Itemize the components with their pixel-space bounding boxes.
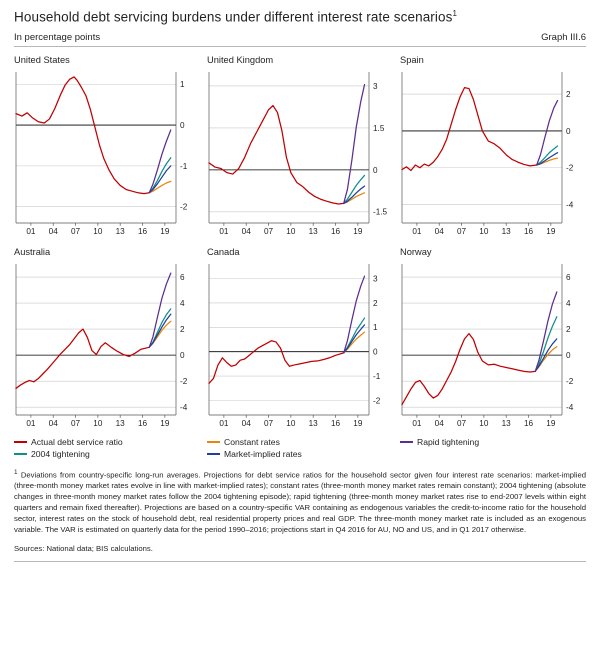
legend-item-2004 <box>14 449 200 459</box>
legend-label: Rapid tightening <box>417 436 480 447</box>
svg-text:0: 0 <box>566 350 571 360</box>
svg-text:07: 07 <box>456 226 467 236</box>
footnote-marker: 1 <box>14 468 18 476</box>
svg-text:04: 04 <box>241 226 251 236</box>
svg-text:04: 04 <box>434 226 444 236</box>
svg-text:6: 6 <box>566 272 571 282</box>
page-title-text: Household debt servicing burdens under different interest rate scenarios <box>14 9 453 25</box>
svg-text:13: 13 <box>308 226 318 236</box>
svg-text:07: 07 <box>263 418 274 428</box>
svg-text:04: 04 <box>241 418 251 428</box>
legend-label: Market-implied rates <box>224 448 302 459</box>
svg-text:10: 10 <box>479 418 489 428</box>
legend-item-rapid <box>400 437 586 447</box>
svg-text:01: 01 <box>26 418 36 428</box>
svg-text:4: 4 <box>566 298 571 308</box>
svg-text:4: 4 <box>180 298 185 308</box>
svg-text:1: 1 <box>373 322 378 332</box>
svg-text:2: 2 <box>373 298 378 308</box>
panel-title: Spain <box>400 54 424 65</box>
svg-text:-2: -2 <box>373 395 381 405</box>
svg-text:-4: -4 <box>566 199 574 209</box>
svg-text:2: 2 <box>180 324 185 334</box>
svg-text:16: 16 <box>330 418 341 428</box>
legend-swatch-icon <box>207 441 220 443</box>
svg-text:13: 13 <box>115 418 125 428</box>
legend-item-constant <box>207 437 393 447</box>
svg-text:6: 6 <box>180 272 185 282</box>
svg-text:3: 3 <box>373 274 378 284</box>
svg-text:19: 19 <box>353 418 363 428</box>
svg-text:16: 16 <box>523 226 534 236</box>
svg-text:-1.5: -1.5 <box>373 207 388 217</box>
svg-text:0: 0 <box>180 120 185 130</box>
legend-spacer <box>400 449 586 459</box>
panel-au <box>14 243 200 433</box>
svg-text:1.5: 1.5 <box>373 123 385 133</box>
legend-item-market <box>207 449 393 459</box>
graph-number: Graph III.6 <box>541 31 586 43</box>
footnote-text: Deviations from country-specific long-run averages. Projections for debt service ratios for the household sector given four interest rate scenarios: market-implied (three-month money market rates evolve in line with market-implied rates); constant rates (three-month money market rates remain constant); 2004 tightening (absolute changes in three-month money market rates follow the 2004 tightening episode); rapid tightening (three-month money market rates rise to end-2007 levels within eight quarters and remain fixed thereafter). Projections are based on a country-specific VAR containing as endogenous variables the credit-to-income ratio for the household sector, interest rates on the stock of household debt, real residential property prices and real GDP. The three-month money market rate is included as an exogenous variable. The VAR is estimated on quarterly data for the period 1990–2016; projections start in Q4 2016 for AU, NO and US, and in Q1 2017 otherwise. <box>14 470 586 534</box>
plot-area <box>400 258 586 433</box>
footnotes <box>14 468 586 536</box>
svg-text:01: 01 <box>412 226 422 236</box>
panel-us <box>14 51 200 241</box>
svg-text:16: 16 <box>137 418 148 428</box>
legend-label: Constant rates <box>224 436 280 447</box>
panel-ca <box>207 243 393 433</box>
svg-text:13: 13 <box>115 226 125 236</box>
svg-text:01: 01 <box>219 418 229 428</box>
panel-grid <box>14 51 586 433</box>
svg-text:-1: -1 <box>373 371 381 381</box>
panel-uk <box>207 51 393 241</box>
svg-text:07: 07 <box>70 226 81 236</box>
svg-text:0: 0 <box>373 347 378 357</box>
svg-text:04: 04 <box>48 418 58 428</box>
svg-text:-4: -4 <box>566 402 574 412</box>
svg-text:04: 04 <box>48 226 58 236</box>
svg-text:16: 16 <box>137 226 148 236</box>
svg-text:01: 01 <box>412 418 422 428</box>
legend-item-actual <box>14 437 200 447</box>
svg-text:19: 19 <box>160 418 170 428</box>
svg-text:19: 19 <box>546 418 556 428</box>
panel-title: Norway <box>400 246 432 257</box>
svg-text:01: 01 <box>219 226 229 236</box>
svg-text:1: 1 <box>180 79 185 89</box>
svg-text:0: 0 <box>566 126 571 136</box>
panel-es <box>400 51 586 241</box>
svg-text:10: 10 <box>286 226 296 236</box>
svg-text:-2: -2 <box>180 202 188 212</box>
svg-text:-2: -2 <box>566 376 574 386</box>
legend-swatch-icon <box>207 453 220 455</box>
svg-text:10: 10 <box>479 226 489 236</box>
svg-text:13: 13 <box>501 418 511 428</box>
plot-area <box>14 66 200 241</box>
panel-title: United Kingdom <box>207 54 274 65</box>
svg-text:13: 13 <box>501 226 511 236</box>
plot-area <box>400 66 586 241</box>
plot-area <box>14 258 200 433</box>
legend-swatch-icon <box>14 453 27 455</box>
svg-text:01: 01 <box>26 226 36 236</box>
bottom-divider <box>14 561 586 562</box>
svg-text:07: 07 <box>263 226 274 236</box>
svg-text:-2: -2 <box>566 163 574 173</box>
panel-no <box>400 243 586 433</box>
svg-text:2: 2 <box>566 324 571 334</box>
svg-text:-4: -4 <box>180 402 188 412</box>
svg-text:07: 07 <box>70 418 81 428</box>
svg-text:-1: -1 <box>180 161 188 171</box>
legend-label: Actual debt service ratio <box>31 436 123 447</box>
panel-title: Australia <box>14 246 51 257</box>
svg-text:-2: -2 <box>180 376 188 386</box>
subheader <box>14 32 586 47</box>
svg-text:2: 2 <box>566 89 571 99</box>
svg-text:3: 3 <box>373 81 378 91</box>
svg-text:19: 19 <box>546 226 556 236</box>
plot-area <box>207 258 393 433</box>
legend-label: 2004 tightening <box>31 448 90 459</box>
svg-text:0: 0 <box>373 165 378 175</box>
panel-title: Canada <box>207 246 240 257</box>
svg-text:10: 10 <box>93 418 103 428</box>
svg-text:10: 10 <box>286 418 296 428</box>
title-footnote-marker: 1 <box>452 9 458 18</box>
svg-text:19: 19 <box>160 226 170 236</box>
sources-note: Sources: National data; BIS calculations. <box>14 543 153 553</box>
units-label: In percentage points <box>14 31 101 43</box>
svg-text:04: 04 <box>434 418 444 428</box>
page-title <box>14 0 586 25</box>
svg-text:16: 16 <box>523 418 534 428</box>
svg-text:13: 13 <box>308 418 318 428</box>
svg-text:10: 10 <box>93 226 103 236</box>
legend-swatch-icon <box>14 441 27 443</box>
svg-text:19: 19 <box>353 226 363 236</box>
chart-legend <box>14 437 586 459</box>
svg-text:07: 07 <box>456 418 467 428</box>
svg-text:0: 0 <box>180 350 185 360</box>
panel-title: United States <box>14 54 70 65</box>
legend-swatch-icon <box>400 441 413 443</box>
plot-area <box>207 66 393 241</box>
svg-text:16: 16 <box>330 226 341 236</box>
